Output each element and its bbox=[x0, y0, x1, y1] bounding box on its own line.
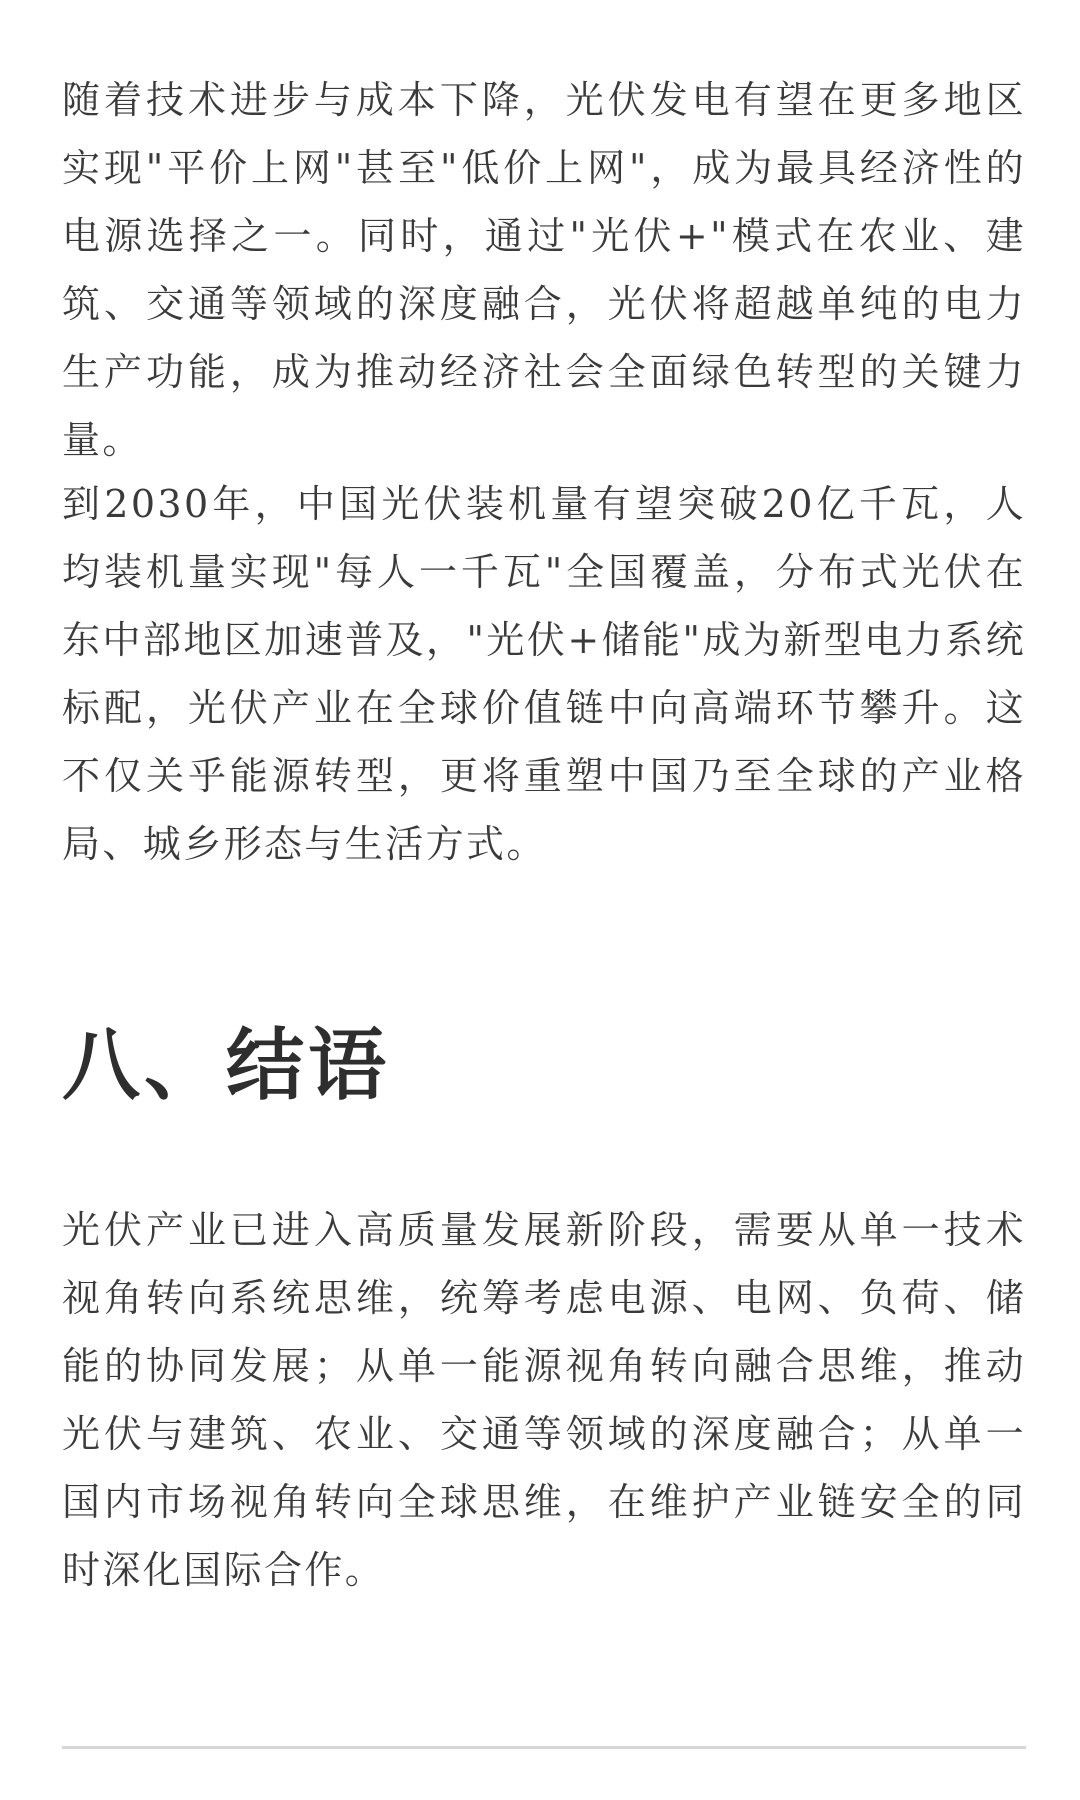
paragraph-pv-economics: 随着技术进步与成本下降，光伏发电有望在更多地区实现"平价上网"甚至"低价上网"，成为最具经济性的电源选择之一。同时，通过"光伏+"模式在农业、建筑、交通等领域的深度融合，光伏将超越单纯的电力生产功能，成为推动经济社会全面绿色转型的关键力量。 bbox=[62, 78, 1026, 462]
paragraph-2030-outlook: 到2030年，中国光伏装机量有望突破20亿千瓦，人均装机量实现"每人一千瓦"全国覆盖，分布式光伏在东中部地区加速普及，"光伏+储能"成为新型电力系统标配，光伏产业在全球价值链中向高端环节攀升。这不仅关乎能源转型，更将重塑中国乃至全球的产业格局、城乡形态与生活方式。 bbox=[62, 482, 1026, 866]
bottom-divider bbox=[62, 1746, 1026, 1749]
section-heading-conclusion: 八、结语 bbox=[62, 1020, 391, 1111]
paragraph-conclusion: 光伏产业已进入高质量发展新阶段，需要从单一技术视角转向系统思维，统筹考虑电源、电网、负荷、储能的协同发展；从单一能源视角转向融合思维，推动光伏与建筑、农业、交通等领域的深度融合；从单一国内市场视角转向全球思维，在维护产业链安全的同时深化国际合作。 bbox=[62, 1208, 1026, 1592]
